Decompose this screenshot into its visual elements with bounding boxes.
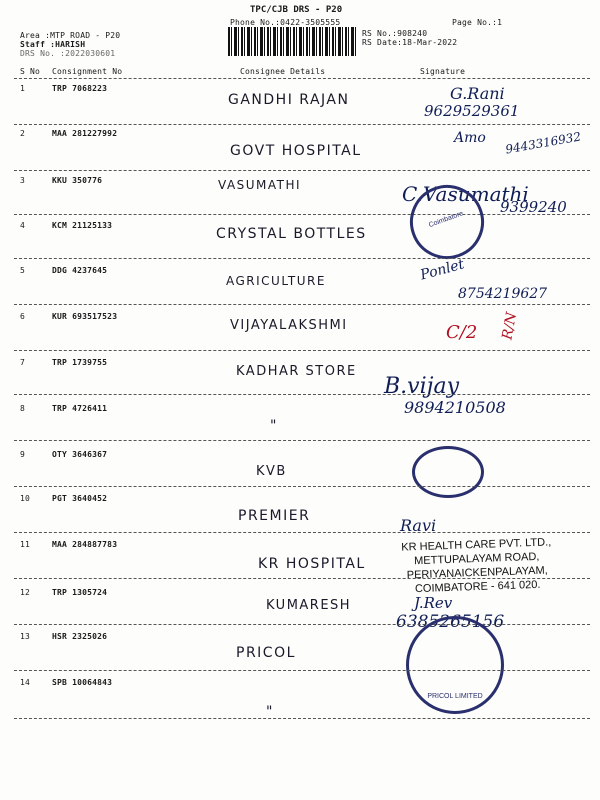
col-header-signature: Signature <box>420 67 466 76</box>
row-5-phone: 8754219627 <box>458 286 548 302</box>
row-12-signature: J.Rev <box>414 594 453 612</box>
row-divider <box>14 170 590 171</box>
row-10-consignee: PREMIER <box>238 508 311 524</box>
row-3-sno: 3 <box>20 176 26 185</box>
row-11-consignee: KR HOSPITAL <box>258 556 366 572</box>
row-5-signature: Ponlet <box>418 256 466 284</box>
col-header-consignee: Consignee Details <box>240 67 326 76</box>
barcode <box>228 27 356 56</box>
row-5-consignment: DDG 4237645 <box>52 266 108 275</box>
row-6-sno: 6 <box>20 312 26 321</box>
row-6-consignment: KUR 693517523 <box>52 312 118 321</box>
row-divider <box>14 124 590 125</box>
row-9-sno: 9 <box>20 450 26 459</box>
row-divider <box>14 578 590 579</box>
row-4-sno: 4 <box>20 221 26 230</box>
row-2-consignment: MAA 281227992 <box>52 129 118 138</box>
row-1-consignment: TRP 7068223 <box>52 84 108 93</box>
row-7-consignee: KADHAR STORE <box>236 364 357 379</box>
stamp-text: Coimbatore <box>427 210 465 230</box>
row-divider <box>14 214 590 215</box>
row-3-phone: 9399240 <box>500 198 567 216</box>
row-divider <box>14 486 590 487</box>
pricol-stamp <box>406 616 504 714</box>
row-5-consignee: AGRICULTURE <box>226 274 326 288</box>
row-divider <box>14 718 590 719</box>
stamp-line: COIMBATORE - 641 020. <box>414 578 541 596</box>
row-8-consignment: TRP 4726411 <box>52 404 108 413</box>
rs-number: RS No.:908240 <box>362 29 428 38</box>
row-divider <box>14 670 590 671</box>
document-title: TPC/CJB DRS - P20 <box>250 5 343 15</box>
header-divider <box>14 78 590 79</box>
row-divider <box>14 258 590 259</box>
drs-number: DRS No. :2022030601 <box>20 49 116 58</box>
col-header-consignment: Consignment No <box>52 67 123 76</box>
row-14-consignment: SPB 10064843 <box>52 678 113 687</box>
row-2-phone: 9443316932 <box>504 129 582 157</box>
stamp-line: PERIYANAICKENPALAYAM, <box>406 564 548 582</box>
stamp-line: METTUPALAYAM ROAD, <box>413 550 540 568</box>
bank-stamp <box>412 446 484 498</box>
row-12-sno: 12 <box>20 588 31 597</box>
kr-health-stamp <box>381 535 573 598</box>
row-divider <box>14 304 590 305</box>
staff-label: Staff :HARISH <box>20 40 86 49</box>
row-14-consignee: " <box>266 704 274 720</box>
row-1-consignee: GANDHI RAJAN <box>228 92 350 108</box>
row-4-consignment: KCM 21125133 <box>52 221 113 230</box>
row-4-consignee: CRYSTAL BOTTLES <box>216 226 367 242</box>
rs-date: RS Date:18-Mar-2022 <box>362 38 458 47</box>
row-3-consignment: KKU 350776 <box>52 176 103 185</box>
row-8-consignee: " <box>270 418 278 434</box>
row-11-consignment: MAA 284887783 <box>52 540 118 549</box>
row-divider <box>14 440 590 441</box>
col-header-sno: S No <box>20 67 41 76</box>
row-6-signature-mark: R/N <box>499 311 521 341</box>
row-6-consignee: VIJAYALAKSHMI <box>230 318 348 333</box>
row-8-sno: 8 <box>20 404 26 413</box>
row-10-consignment: PGT 3640452 <box>52 494 108 503</box>
row-10-signature: Ravi <box>400 516 437 535</box>
row-2-consignee: GOVT HOSPITAL <box>230 143 362 159</box>
stamp-line: KR HEALTH CARE PVT. LTD., <box>401 536 552 554</box>
row-1-sno: 1 <box>20 84 26 93</box>
row-3-signature: C.Vasumathi <box>402 182 529 206</box>
row-divider <box>14 394 590 395</box>
phone-number: Phone No.:0422-3505555 <box>230 18 341 27</box>
page-number: Page No.:1 <box>452 18 503 27</box>
row-1-signature: G.Rani <box>450 84 505 103</box>
row-7-consignment: TRP 1739755 <box>52 358 108 367</box>
row-5-sno: 5 <box>20 266 26 275</box>
row-13-sno: 13 <box>20 632 31 641</box>
row-2-signature: Amo <box>454 130 486 146</box>
row-11-sno: 11 <box>20 540 31 549</box>
row-13-consignee: PRICOL <box>236 645 296 661</box>
row-9-consignment: OTY 3646367 <box>52 450 108 459</box>
area-label: Area :MTP ROAD - P20 <box>20 31 121 40</box>
row-12-consignment: TRP 1305724 <box>52 588 108 597</box>
row-7-signature: B.vijay <box>384 374 459 399</box>
row-10-sno: 10 <box>20 494 31 503</box>
row-12-consignee: KUMARESH <box>266 598 352 613</box>
row-divider <box>14 350 590 351</box>
row-1-phone: 9629529361 <box>424 102 520 120</box>
row-14-sno: 14 <box>20 678 31 687</box>
row-6-signature: C/2 <box>446 322 478 343</box>
row-2-sno: 2 <box>20 129 26 138</box>
row-12-phone: 6385265156 <box>396 612 505 632</box>
row-3-consignee: VASUMATHI <box>218 178 302 192</box>
row-divider <box>14 532 590 533</box>
stamp-text: PRICOL LIMITED <box>427 693 483 700</box>
row-7-sno: 7 <box>20 358 26 367</box>
row-8-phone: 9894210508 <box>404 398 506 417</box>
row-13-consignment: HSR 2325026 <box>52 632 108 641</box>
row-9-consignee: KVB <box>256 464 287 479</box>
row-divider <box>14 624 590 625</box>
